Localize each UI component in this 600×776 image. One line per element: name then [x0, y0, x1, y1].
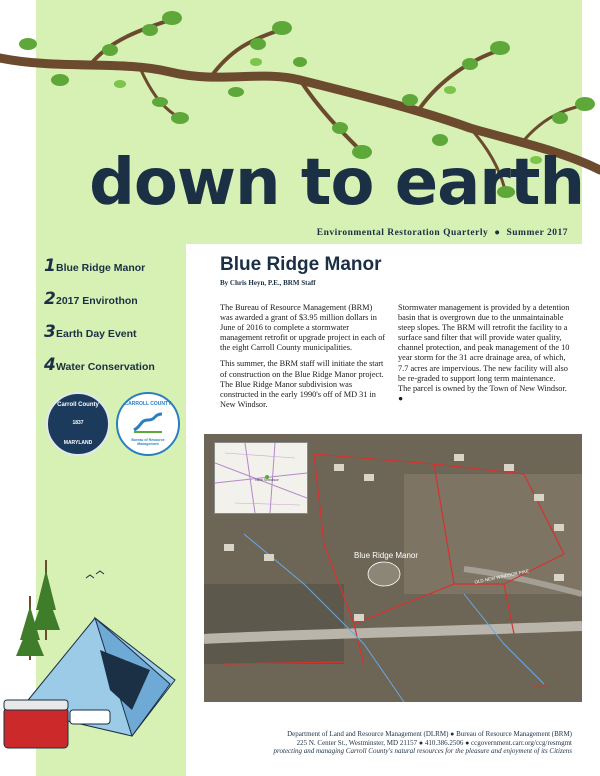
- brm-logo: [116, 392, 180, 456]
- department-name: Department of Land and Resource Management (DLRM): [287, 730, 449, 738]
- table-of-contents: [44, 256, 184, 388]
- bureau-name: Bureau of Resource Management (BRM): [456, 730, 572, 738]
- article-title: Blue Ridge Manor: [220, 254, 382, 275]
- inset-town-label: New Windsor: [255, 477, 279, 482]
- toc-label: Water Conservation: [56, 361, 155, 373]
- toc-number: 1: [44, 256, 56, 276]
- toc-item[interactable]: [44, 322, 184, 355]
- issue-label: Summer 2017: [506, 228, 568, 238]
- separator-bullet: ●: [418, 738, 424, 747]
- logo-top-text: CARROLL COUNTY: [124, 401, 172, 407]
- toc-number: 3: [44, 322, 56, 342]
- toc-label: Earth Day Event: [56, 328, 137, 340]
- road-label: UNION: [534, 684, 549, 689]
- article-column-2: [398, 303, 570, 410]
- footer-tagline: protecting and managing Carroll County's natural resources for the pleasure and enjoyment of its Citizens: [273, 747, 572, 756]
- toc-item[interactable]: [44, 355, 184, 388]
- footer: [204, 730, 572, 756]
- aerial-map: [204, 434, 582, 702]
- site-label: Blue Ridge Manor: [354, 551, 419, 560]
- toc-label: 2017 Envirothon: [56, 295, 138, 307]
- toc-item[interactable]: [44, 289, 184, 322]
- publication-name: Environmental Restoration Quarterly: [316, 228, 489, 238]
- road-label: OLD NEW WINDSOR PIKE: [474, 568, 530, 585]
- article-byline: By Chris Heyn, P.E., BRM Staff: [220, 279, 316, 287]
- toc-item[interactable]: [44, 256, 184, 289]
- footer-line: [204, 739, 572, 748]
- end-mark: ●: [398, 393, 404, 403]
- article-paragraph: [398, 303, 570, 404]
- seal-top-text: Carroll County: [57, 402, 99, 408]
- separator-bullet: ●: [494, 228, 501, 238]
- footer-line: [204, 730, 572, 739]
- logo-bottom-text: Bureau of Resource Management: [131, 438, 165, 446]
- masthead-subtitle: [186, 228, 568, 238]
- article-column-1: [220, 303, 386, 416]
- paragraph-text: Stormwater management is provided by a detention basin that is overgrown due to the unmaintainable steep slopes. The BRM will retrofit the facility to a surface sand filter that will provide water quality, channel protection, and peak management of the 10 year storm for the 31 acre drainage area, of which, 7.7 acres are impervious. The new facility will also be re-graded to support long term maintenance. The parcel is owned by the Town of New Windsor.: [398, 303, 570, 393]
- address: 225 N. Center St., Westminster, MD 21157: [296, 738, 418, 747]
- separator-bullet: ●: [450, 730, 455, 738]
- seal-bottom-text: MARYLAND: [63, 440, 93, 446]
- article-paragraph: This summer, the BRM staff will initiate the start of construction on the Blue Ridge Manor project. The Blue Ridge Manor subdivision was constructed in the early 1990's off of MD 31 in New Windsor.: [220, 359, 384, 409]
- phone: 410.386.2506: [424, 738, 464, 747]
- camping-illustration: [0, 560, 190, 776]
- masthead-title: down to earth: [89, 146, 584, 220]
- seal-year: 1837: [72, 420, 84, 426]
- location-inset-map: [214, 442, 308, 514]
- carroll-county-seal: [46, 392, 110, 456]
- toc-number: 4: [44, 355, 56, 375]
- article-paragraph: The Bureau of Resource Management (BRM) was awarded a grant of $3.95 million dollars in June of 2016 to complete a stormwater management retrofit or upgrade project in each of the eight Carroll County municipalities.: [220, 303, 386, 353]
- river-icon: [132, 412, 164, 434]
- toc-label: Blue Ridge Manor: [56, 262, 146, 274]
- separator-bullet: ●: [465, 738, 470, 747]
- website-link[interactable]: ccgovernment.carr.org/ccg/resmgmt: [471, 738, 572, 747]
- toc-number: 2: [44, 289, 56, 309]
